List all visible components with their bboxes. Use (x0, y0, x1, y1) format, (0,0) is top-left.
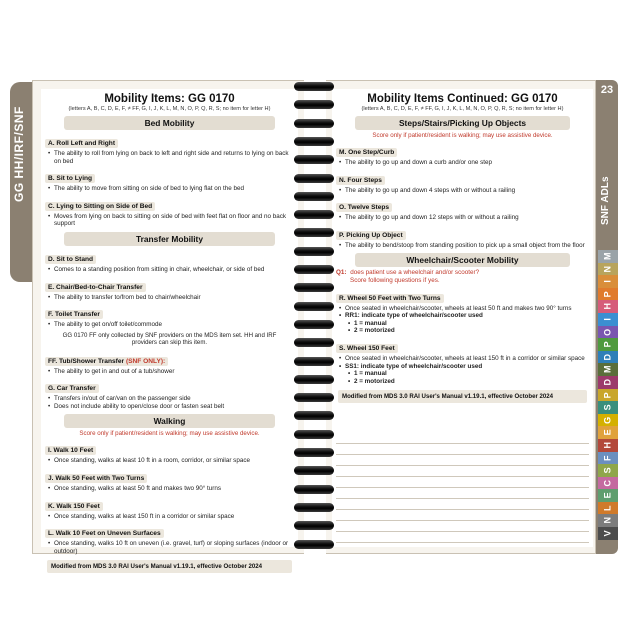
left-page (32, 80, 304, 571)
q1-question (336, 269, 589, 277)
index-tab-letter: L (603, 505, 613, 511)
index-tab-letter: V (603, 530, 613, 537)
item-d (45, 248, 294, 274)
note-line (336, 433, 589, 444)
note-line (336, 532, 589, 543)
right-page-subtitle: (letters A, B, C, D, E, F, ≠ FF, G, I, J, K, L, M, N, O, P, Q, R, S; no item for letter H) (361, 106, 564, 112)
item-title: S. Wheel 150 Feet (336, 344, 398, 353)
item-line: • Transfers in/out of car/van on the passenger side (45, 395, 294, 403)
left-page-header (41, 89, 298, 112)
index-tab-letter: I (603, 318, 613, 321)
q1-text: does patient use a wheelchair and/or scooter? (350, 269, 480, 277)
item-e (45, 276, 294, 302)
index-tab-letter: F (603, 455, 613, 461)
spiral-coil (294, 210, 334, 219)
spiral-coil (294, 119, 334, 128)
item-title: C. Lying to Sitting on Side of Bed (45, 202, 155, 211)
spiral-coil (294, 320, 334, 329)
index-tab-letter: D (603, 353, 613, 361)
ss1-option-motorized: • 2 = motorized (336, 378, 589, 386)
section-bed-mobility: Bed Mobility (64, 116, 275, 130)
spiral-coil (294, 192, 334, 201)
item-title: L. Walk 10 Feet on Uneven Surfaces (45, 529, 164, 538)
section-transfer-mobility: Transfer Mobility (64, 232, 275, 246)
item-line: • Once seated in wheelchair/scooter, wheels at least 50 ft and makes two 90° turns (336, 305, 589, 313)
item-line: • Once seated in wheelchair/scooter, wheels at least 150 ft in a corridor or similar space (336, 355, 589, 363)
item-m (336, 141, 589, 167)
spiral-coil (294, 302, 334, 311)
item-line: • Once standing, walks at least 150 ft in a corridor or similar space (45, 513, 294, 521)
left-page-content (41, 89, 298, 571)
ss1-option-manual: • 1 = manual (336, 370, 589, 378)
index-tab-letter: P (603, 291, 613, 298)
item-k (45, 495, 294, 521)
index-tab-letter: C (603, 479, 613, 487)
index-tab-letter: I (603, 280, 613, 283)
spiral-coil (294, 393, 334, 402)
item-line: • The ability to move from sitting on side of bed to lying flat on the bed (45, 185, 294, 193)
right-page-header (332, 89, 593, 112)
spiral-handbook (10, 70, 614, 571)
spiral-coil (294, 357, 334, 366)
ruled-notes-area (336, 433, 589, 543)
spiral-coil (294, 137, 334, 146)
note-line (336, 521, 589, 532)
index-tab-letter: M (603, 365, 613, 374)
right-page-title: Mobility Items Continued: GG 0170 (367, 93, 558, 105)
index-tab-letter: P (603, 391, 613, 398)
item-p (336, 224, 589, 250)
item-title: G. Car Transfer (45, 384, 99, 393)
spiral-coil (294, 503, 334, 512)
section-walking: Walking (64, 414, 275, 428)
item-a (45, 132, 294, 165)
index-tab-letter: H (603, 303, 613, 310)
item-title: J. Walk 50 Feet with Two Turns (45, 474, 147, 483)
stairs-note: Score only if patient/resident is walking; may use assistive device. (372, 132, 553, 139)
left-edge-tab (10, 82, 32, 282)
index-tab-letter: E (603, 429, 613, 436)
item-line: • The ability to transfer to/from bed to chair/wheelchair (45, 294, 294, 302)
index-tab[interactable] (598, 527, 618, 540)
item-b (45, 167, 294, 193)
item-ff (45, 350, 294, 376)
item-s (336, 337, 589, 385)
spiral-coil (294, 540, 334, 549)
note-line (336, 510, 589, 521)
ff-title: FF. Tub/Shower Transfer (48, 357, 125, 365)
item-line: • Comes to a standing position from sitting in chair, wheelchair, or side of bed (45, 266, 294, 274)
ss1-line: • SS1: indicate type of wheelchair/scooter used (336, 363, 589, 371)
item-title: I. Walk 10 Feet (45, 446, 96, 455)
item-n (336, 169, 589, 195)
spiral-coil (294, 100, 334, 109)
item-line: • The ability to go up and down 12 steps with or without a railing (336, 214, 589, 222)
item-f (45, 303, 294, 329)
section-index-tabs (598, 250, 618, 540)
item-title: E. Chair/Bed-to-Chair Transfer (45, 283, 146, 292)
spiral-coil (294, 411, 334, 420)
item-line: • The ability to roll from lying on back to left and right side and returns to lying on back on bed (45, 150, 294, 165)
item-title: F. Toilet Transfer (45, 310, 103, 319)
item-title: A. Roll Left and Right (45, 139, 118, 148)
item-title: P. Picking Up Object (336, 231, 406, 240)
item-title: N. Four Steps (336, 176, 385, 185)
item-line: • Once standing, walks at least 10 ft in a room, corridor, or similar space (45, 457, 294, 465)
item-line: • The ability to go up and down a curb and/or one step (336, 159, 589, 167)
note-line (336, 444, 589, 455)
q1-note: Score following questions if yes. (350, 276, 440, 284)
index-tab-letter: E (603, 492, 613, 499)
index-tab-letter: H (603, 441, 613, 449)
item-line: • The ability to go up and down 4 steps with or without a railing (336, 187, 589, 195)
snf-only-flag: (SNF ONLY): (125, 357, 166, 365)
right-footer: Modified from MDS 3.0 RAI User's Manual v1.19.1, effective October 2024 (338, 390, 587, 403)
spiral-coil (294, 521, 334, 530)
index-tab-letter: S (603, 404, 613, 411)
walking-note: Score only if patient/resident is walking; may use assistive device. (79, 430, 260, 438)
rr1-line: • RR1: indicate type of wheelchair/scooter used (336, 312, 589, 320)
item-l (45, 522, 294, 555)
spiral-coil (294, 283, 334, 292)
spiral-coil (294, 448, 334, 457)
index-tab-letter: G (603, 416, 613, 424)
spiral-coil (294, 375, 334, 384)
item-title: B. Sit to Lying (45, 174, 95, 183)
left-page-subtitle: (letters A, B, C, D, E, F, ≠ FF, G, I, J, K, L, M, N, O, P, Q, R, S; no item for letter H) (68, 106, 271, 112)
left-tab-label: GG HH/IRF/SNF (12, 106, 26, 202)
index-tab-letter: N (603, 517, 613, 525)
item-line: • Once standing, walks at least 50 ft and makes two 90° turns (45, 485, 294, 493)
index-tab-letter: M (603, 252, 613, 261)
item-title: K. Walk 150 Feet (45, 502, 103, 511)
snf-adls-label: SNF ADLs (600, 176, 611, 225)
rr1-option-motorized: • 2 = motorized (336, 327, 589, 335)
right-page-content (332, 89, 593, 547)
item-r (336, 287, 589, 335)
note-line (336, 477, 589, 488)
item-title: D. Sit to Stand (45, 255, 96, 264)
item-j (45, 467, 294, 493)
index-tab-letter: S (603, 467, 613, 474)
item-title: R. Wheel 50 Feet with Two Turns (336, 294, 444, 303)
spiral-coil (294, 430, 334, 439)
spiral-coil (294, 466, 334, 475)
q1-label: Q1: (336, 269, 347, 277)
item-c (45, 195, 294, 228)
item-title (45, 357, 168, 366)
item-line: • Does not include ability to open/close door or fasten seat belt (45, 403, 294, 411)
item-i (45, 439, 294, 465)
index-tab-letter: N (603, 265, 613, 273)
note-line (336, 499, 589, 510)
section-steps-stairs: Steps/Stairs/Picking Up Objects (355, 116, 569, 130)
item-title: O. Twelve Steps (336, 203, 392, 212)
note-line (336, 455, 589, 466)
spiral-binding (292, 74, 336, 556)
section-wheelchair-scooter: Wheelchair/Scooter Mobility (355, 253, 569, 267)
item-line: • The ability to get in and out of a tub/shower (45, 368, 294, 376)
item-line: • The ability to get on/off toilet/commode (45, 321, 294, 329)
note-line (336, 488, 589, 499)
item-line: • The ability to bend/stoop from standing position to pick up a small object from the floor (336, 242, 589, 250)
item-g (45, 377, 294, 410)
right-page (326, 80, 596, 554)
index-tab-letter: D (603, 378, 613, 386)
index-tab-letter: O (603, 328, 613, 336)
item-line: • Once standing, walks 10 ft on uneven (i.e. gravel, turf) or sloping surfaces (indoor or outdoor) (45, 540, 294, 555)
rr1-option-manual: • 1 = manual (336, 320, 589, 328)
left-footer: Modified from MDS 3.0 RAI User's Manual v1.19.1, effective October 2024 (47, 560, 292, 573)
page-number: 23 (600, 84, 614, 96)
spiral-coil (294, 338, 334, 347)
spiral-coil (294, 485, 334, 494)
item-o (336, 196, 589, 222)
item-line: • Moves from lying on back to sitting on side of bed with feet flat on floor and no back support (45, 213, 294, 228)
item-title: M. One Step/Curb (336, 148, 397, 157)
left-page-title: Mobility Items: GG 0170 (104, 93, 235, 105)
note-line (336, 466, 589, 477)
spiral-coil (294, 155, 334, 164)
spiral-coil (294, 247, 334, 256)
spiral-coil (294, 228, 334, 237)
spiral-coil (294, 265, 334, 274)
ff-provider-note: GG 0170 FF only collected by SNF providers on the MDS item set. HH and IRF providers can skip this item. (62, 331, 277, 347)
spiral-coil (294, 82, 334, 91)
index-tab-letter: P (603, 341, 613, 348)
spiral-coil (294, 174, 334, 183)
